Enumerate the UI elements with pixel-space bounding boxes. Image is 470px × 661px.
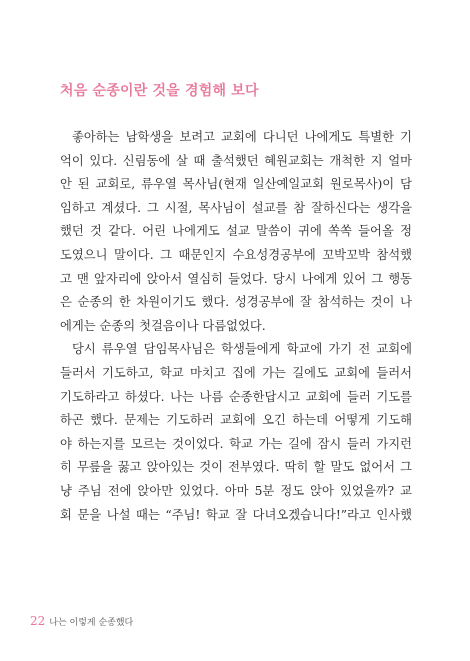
section-title: 처음 순종이란 것을 경험해 보다	[60, 83, 259, 99]
text-line: 억이 있다. 신림동에 살 때 출석했던 혜원교회는 개척한 지 얼마	[60, 153, 412, 168]
text-line: 당시 류우열 담임목사님은 학생들에게 학교에 가기 전 교회에	[72, 342, 412, 357]
text-line: 임하고 계셨다. 그 시절, 목사님이 설교를 참 잘하신다는 생각을	[60, 200, 412, 215]
running-title: 나는 이렇게 순종했다	[49, 618, 134, 628]
text-line: 냥 주님 전에 앉아만 있었다. 아마 5분 정도 앉아 있었을까? 교	[60, 483, 412, 498]
text-line: 고 맨 앞자리에 앉아서 열심히 들었다. 당시 나에게 있어 그 행동	[60, 271, 412, 286]
text-line: 들러서 기도하고, 학교 마치고 집에 가는 길에도 교회에 들러서	[60, 365, 412, 380]
text-line: 좋아하는 남학생을 보려고 교회에 다니던 나에게도 특별한 기	[72, 130, 412, 144]
body-text	[60, 126, 412, 527]
text-line: 야 하는지를 모르는 것이었다. 학교 가는 길에 잠시 들러 가지런	[60, 436, 412, 451]
page-footer	[30, 614, 133, 628]
text-line: 도였으니 말이다. 그 때문인지 수요성경공부에 꼬박꼬박 참석했	[60, 247, 412, 262]
text-line: 했던 것 같다. 어린 나에게도 설교 말씀이 귀에 쏙쏙 들어올 정	[60, 224, 412, 239]
paragraph-2	[60, 338, 412, 527]
text-line: 에게는 순종의 첫걸음이나 다름없었다.	[60, 318, 266, 333]
text-line: 회 문을 나설 때는 “주님! 학교 잘 다녀오겠습니다!”라고 인사했	[60, 507, 412, 522]
text-line: 기도하라고 하셨다. 나는 나름 순종한답시고 교회에 들러 기도를	[60, 389, 412, 404]
page-number: 22	[30, 614, 46, 628]
text-line: 하곤 했다. 문제는 기도하러 교회에 오긴 하는데 어떻게 기도해	[60, 413, 412, 428]
text-line: 은 순종의 한 차원이기도 했다. 성경공부에 잘 참석하는 것이 나	[60, 295, 412, 310]
text-line: 히 무릎을 꿇고 앉아있는 것이 전부였다. 딱히 할 말도 없어서 그	[60, 460, 412, 475]
paragraph-1	[60, 126, 412, 338]
text-line: 안 된 교회로, 류우열 목사님(현재 일산예일교회 원로목사)이 담	[60, 177, 412, 192]
